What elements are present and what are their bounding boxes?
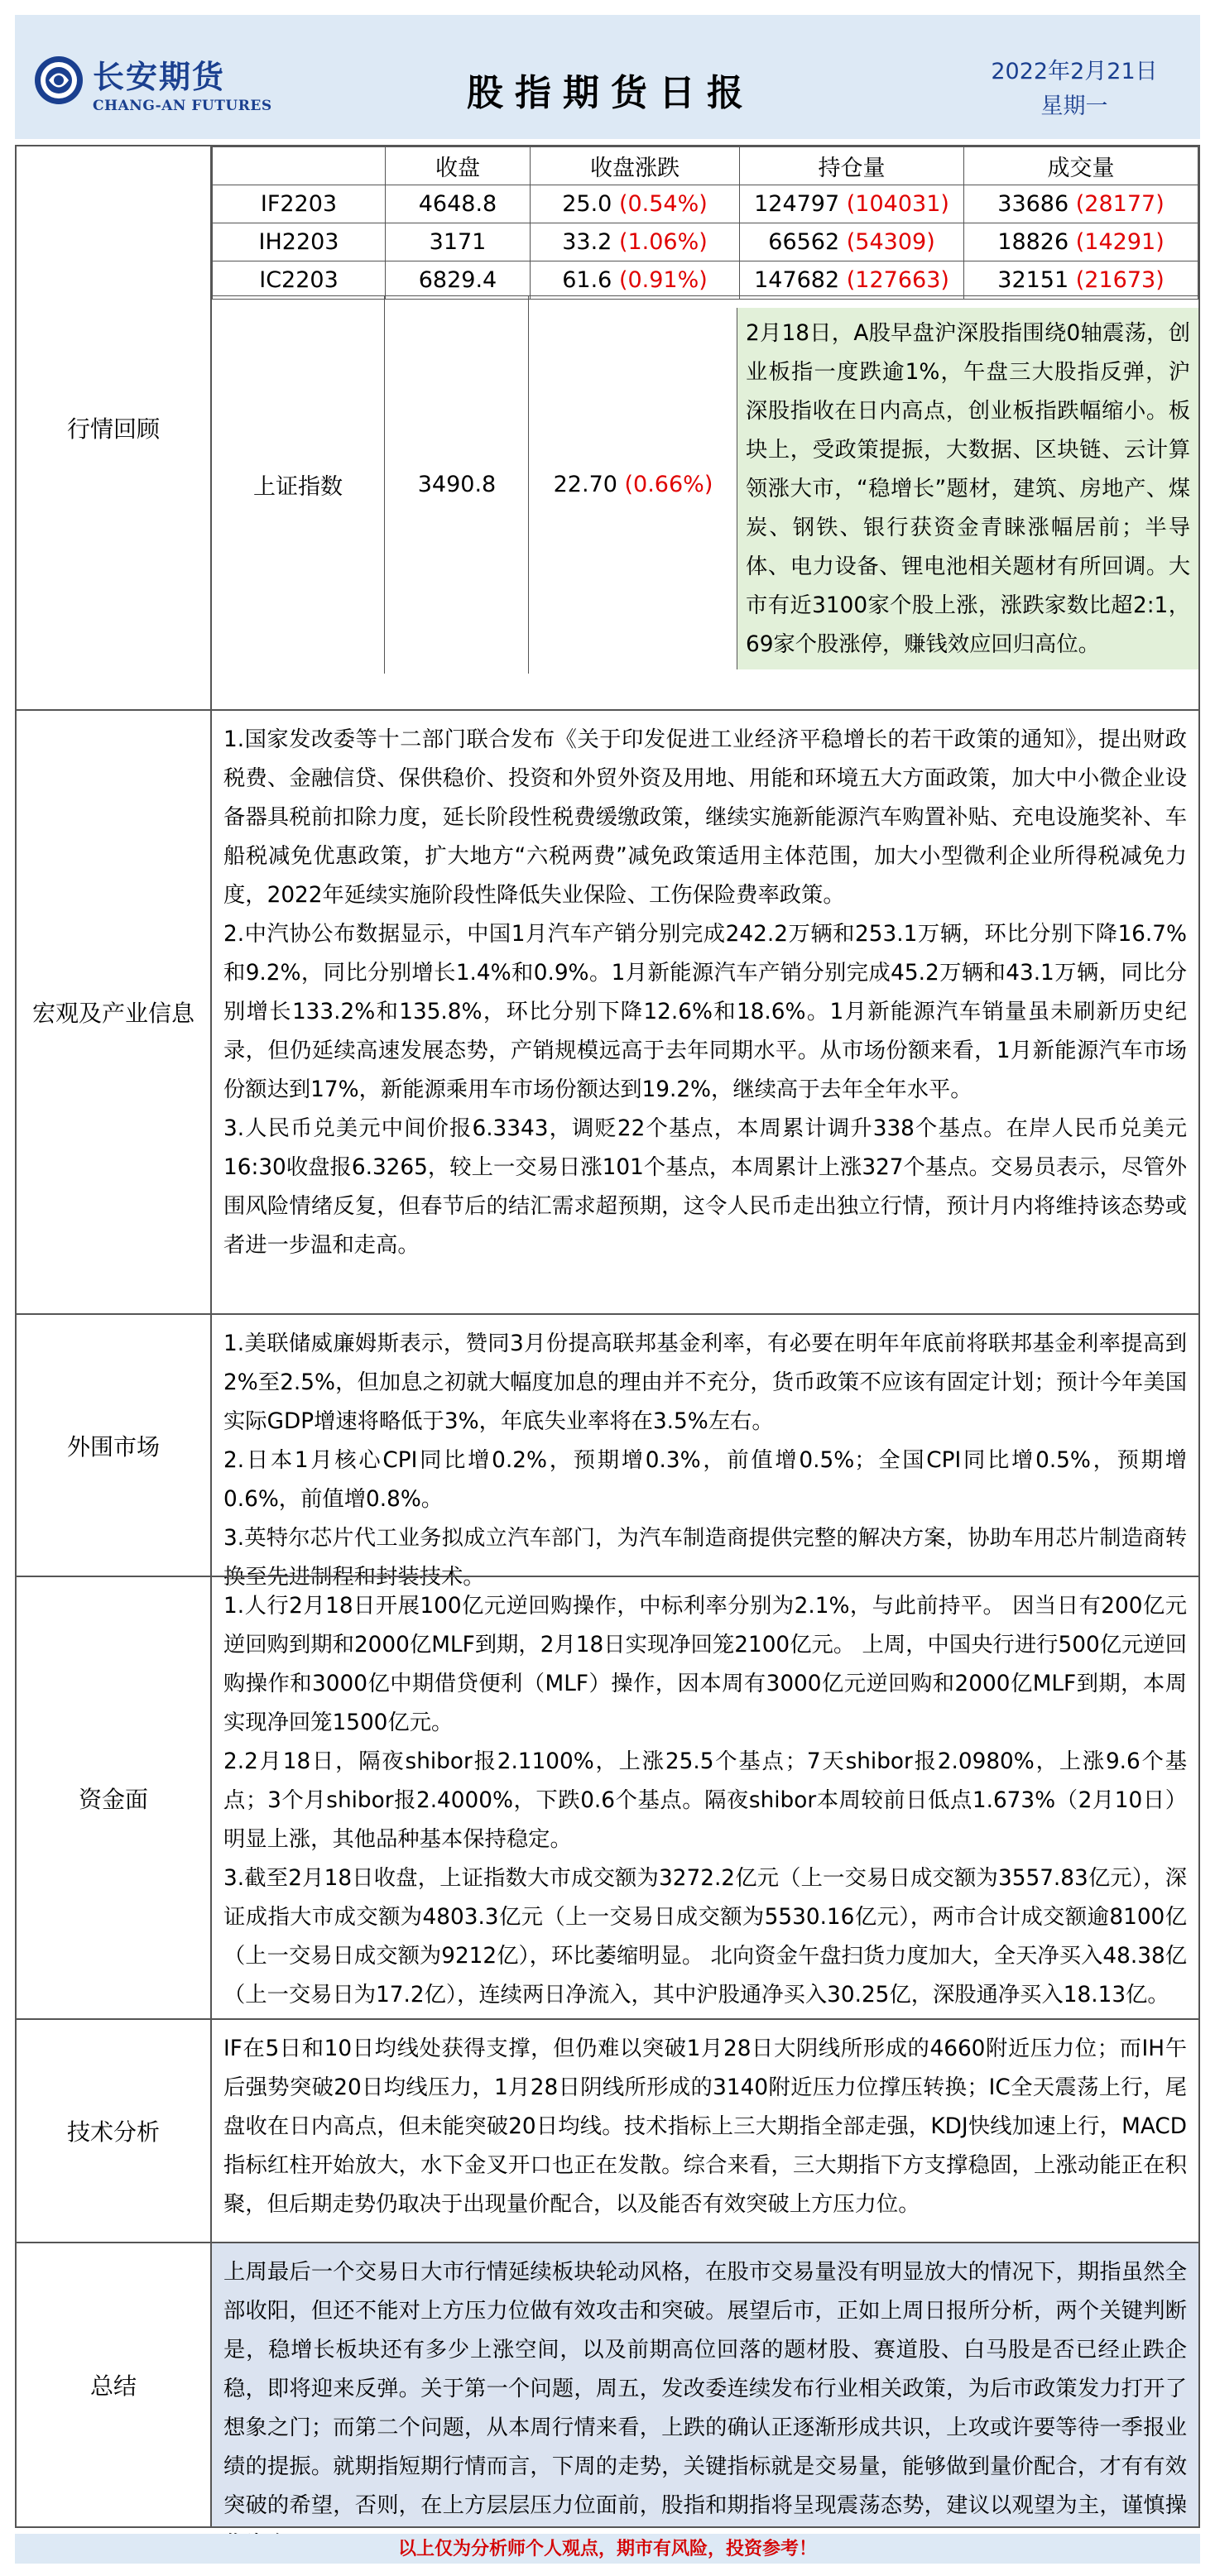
section-label-technical: 技术分析 [17, 2020, 212, 2242]
section-market-review [17, 146, 1198, 709]
table-header-cell: 收盘涨跌 [531, 147, 740, 185]
section-funds [17, 1576, 1198, 2018]
oi-cell [740, 261, 964, 300]
volume-change: (28177) [1075, 191, 1165, 217]
section-technical [17, 2018, 1198, 2242]
contract-code: IH2203 [213, 223, 386, 261]
section-summary [17, 2242, 1198, 2526]
index-change-cell [528, 295, 737, 674]
chang-an-logo-icon [33, 55, 84, 106]
funds-paragraph: 1.人行2月18日开展100亿元逆回购操作，中标利率分别为2.1%，与此前持平。 因当日有200亿元逆回购到期和2000亿MLF到期，2月18日实现净回笼2100亿元。 上周，中国央行进行500亿元逆回购操作和3000亿中期借贷便利（MLF）操作，因本周有3000亿元逆回购和2000亿MLF到期，本周实现净回笼1500亿元。 [223, 1594, 1187, 1735]
table-header-cell [213, 147, 386, 185]
volume-cell [964, 223, 1198, 261]
index-change: 22.70 [553, 472, 617, 497]
volume-cell [964, 261, 1198, 300]
change-pct: (0.91%) [618, 267, 708, 293]
oi-change: (54309) [846, 229, 935, 255]
volume-cell [964, 185, 1198, 223]
table-row [213, 223, 1198, 261]
close-value: 4648.8 [386, 185, 531, 223]
table-header-cell: 收盘 [386, 147, 531, 185]
change-cell [531, 185, 740, 223]
change-cell [531, 261, 740, 300]
section-label-macro: 宏观及产业信息 [17, 711, 212, 1313]
oi-cell [740, 185, 964, 223]
macro-paragraph: 1.国家发改委等十二部门联合发布《关于印发促进工业经济平稳增长的若干政策的通知》，提出财政税费、金融信贷、保供稳价、投资和外贸外资及用地、用能和环境五大方面政策，加大中小微企业设备器具税前扣除力度，延长阶段性税费缓缴政策，继续实施新能源汽车购置补贴、充电设施奖补、车船税减免优惠政策，扩大地方“六税两费”减免政策适用主体范围，加大小型微利企业所得税减免力度，2022年延续实施阶段性降低失业保险、工伤保险费率政策。 [223, 727, 1187, 908]
section-overseas [17, 1313, 1198, 1590]
change-value: 25.0 [562, 191, 612, 217]
macro-paragraph: 3.人民币兑美元中间价报6.3343，调贬22个基点，本周累计调升338个基点。在岸人民币兑美元16:30收盘报6.3265，较上一交易日涨101个基点，本周累计上涨327个基点。交易员表示，尽管外围风险情绪反复，但春节后的结汇需求超预期，这令人民币走出独立行情，预计月内将维持该态势或者进一步温和走高。 [223, 1116, 1187, 1258]
oi-change: (104031) [846, 191, 949, 217]
brand-name-cn: 长安期货 [93, 59, 226, 95]
disclaimer-footer: 以上仅为分析师个人观点，期市有风险，投资参考！ [15, 2534, 1200, 2564]
section-label-summary: 总结 [17, 2243, 212, 2526]
index-name: 上证指数 [253, 474, 343, 500]
contract-code: IC2203 [213, 261, 386, 300]
funds-content [212, 1577, 1198, 2018]
volume-value: 33686 [997, 191, 1069, 217]
technical-content [212, 2020, 1198, 2242]
contract-code: IF2203 [213, 185, 386, 223]
overseas-paragraph: 2.日本1月核心CPI同比增0.2%，预期增0.3%，前值增0.5%；全国CPI同比增0.5%，预期增0.6%，前值增0.8%。 [223, 1448, 1187, 1512]
funds-paragraph: 3.截至2月18日收盘，上证指数大市成交额为3272.2亿元（上一交易日成交额为3557.83亿元），深证成指大市成交额为4803.3亿元（上一交易日成交额为5530.16亿元），两市合计成交额逾8100亿（上一交易日成交额为9212亿），环比萎缩明显。 北向资金午盘扫货力度加大，全天净买入48.38亿（上一交易日为17.2亿），连续两日净流入，其中沪股通净买入30.25亿，深股通净买入18.13亿。 [223, 1866, 1187, 2008]
macro-paragraph: 2.中汽协公布数据显示，中国1月汽车产销分别完成242.2万辆和253.1万辆，环比分别下降16.7%和9.2%，同比分别增长1.4%和0.9%。1月新能源汽车产销分别完成45.2万辆和43.1万辆，同比分别增长133.2%和135.8%，环比分别下降12.6%和18.6%。1月新能源汽车销量虽未刷新历史纪录，但仍延续高速发展态势，产销规模远高于去年同期水平。从市场份额来看，1月新能源汽车市场份额达到17%，新能源乘用车市场份额达到19.2%，继续高于去年全年水平。 [223, 922, 1187, 1102]
summary-content [212, 2243, 1198, 2526]
section-label-overseas: 外围市场 [17, 1315, 212, 1576]
brand-name-en: CHANG-AN FUTURES [93, 98, 272, 114]
section-label-market: 行情回顾 [17, 146, 212, 709]
change-value: 33.2 [562, 229, 612, 255]
change-pct: (0.54%) [618, 191, 708, 217]
index-change-pct: (0.66%) [624, 472, 713, 497]
volume-value: 18826 [997, 229, 1069, 255]
macro-content [212, 711, 1198, 1313]
oi-change: (127663) [846, 267, 949, 293]
oi-cell [740, 223, 964, 261]
volume-value: 32151 [997, 267, 1069, 293]
oi-value: 66562 [768, 229, 840, 255]
volume-change: (21673) [1075, 267, 1165, 293]
report-date: 2022年2月21日 [991, 59, 1158, 84]
index-close: 3490.8 [384, 295, 529, 674]
report-body [15, 145, 1200, 2528]
summary-text: 上周最后一个交易日大市行情延续板块轮动风格，在股市交易量没有明显放大的情况下，期指虽然全部收阳，但还不能对上方压力位做有效攻击和突破。展望后市，正如上周日报所分析，两个关键判断是，稳增长板块还有多少上涨空间，以及前期高位回落的题材股、赛道股、白马股是否已经止跌企稳，即将迎来反弹。关于第一个问题，周五，发改委连续发布行业相关政策，为后市政策发力打开了想象之门；而第二个问题，从本周行情来看，上跌的确认正逐渐形成共识，上攻或许要等待一季报业绩的提振。就期指短期行情而言，下周的走势，关键指标就是交易量，能够做到量价配合，才有有效突破的希望，否则，在上方层层压力位面前，股指和期指将呈现震荡态势，建议以观望为主，谨慎操 [223, 2260, 1187, 2518]
overseas-content [212, 1315, 1198, 1590]
change-pct: (1.06%) [618, 229, 708, 255]
close-value: 3171 [386, 223, 531, 261]
table-header-cell: 成交量 [964, 147, 1198, 185]
technical-text: IF在5日和10日均线处获得支撑，但仍难以突破1月28日大阴线所形成的4660附近压力位；而IH午后强势突破20日均线压力，1月28日阴线所形成的3140附近压力位撑压转换；IC全天震荡上行，尾盘收在日内高点，但未能突破20日均线。技术指标上三大期指全部走强，KDJ快线加速上行，MACD指标红柱开始放大，水下金叉开口也正在发散。综合来看，三大期指下方支撑稳固，上涨动能正在积聚，但后期走势仍取决于出现量价配合，以及能否有效突破上方压力位。 [223, 2036, 1187, 2217]
market-review-text: 2月18日，A股早盘沪深股指围绕0轴震荡，创业板指一度跌逾1%，午盘三大股指反弹，沪深股指收在日内高点，创业板指跌幅缩小。板块上，受政策提振，大数据、区块链、云计算领涨大市，“稳增长”题材，建筑、房地产、煤炭、钢铁、银行获资金青睐涨幅居前；半导体、电力设备、锂电池相关题材有所回调。大市有近3100家个股上涨，涨跌家数比超2:1，69家个股涨停，赚钱效应回归高位。 [737, 308, 1198, 669]
change-cell [531, 223, 740, 261]
table-row [213, 185, 1198, 223]
futures-table [212, 146, 1198, 300]
oi-value: 124797 [754, 191, 840, 217]
funds-paragraph: 2.2月18日，隔夜shibor报2.1100%，上涨25.5个基点；7天shibor报2.0980%，上涨9.6个基点；3个月shibor报2.4000%，下跌0.6个基点。隔夜shibor本周较前日低点1.673%（2月10日）明显上涨，其他品种基本保持稳定。 [223, 1749, 1187, 1852]
table-header-row [213, 147, 1198, 185]
overseas-paragraph: 1.美联储威廉姆斯表示，赞同3月份提高联邦基金利率，有必要在明年年底前将联邦基金利率提高到2%至2.5%，但加息之初就大幅度加息的理由并不充分，货币政策不应该有固定计划；预计今年美国实际GDP增速将略低于3%，年底失业率将在3.5%左右。 [223, 1331, 1187, 1434]
report-date-block [950, 55, 1198, 124]
volume-change: (14291) [1075, 229, 1165, 255]
report-title: 股指期货日报 [467, 72, 755, 114]
close-value: 6829.4 [386, 261, 531, 300]
report-header [15, 15, 1200, 139]
change-value: 61.6 [562, 267, 612, 293]
overseas-paragraph: 3.英特尔芯片代工业务拟成立汽车部门，为汽车制造商提供完整的解决方案，协助车用芯片制造商转换至先进制程和封装技术。 [223, 1526, 1187, 1590]
section-label-funds: 资金面 [17, 1577, 212, 2018]
report-weekday: 星期一 [1040, 94, 1108, 119]
table-row [213, 261, 1198, 300]
oi-value: 147682 [754, 267, 840, 293]
table-header-cell: 持仓量 [740, 147, 964, 185]
section-macro [17, 709, 1198, 1313]
